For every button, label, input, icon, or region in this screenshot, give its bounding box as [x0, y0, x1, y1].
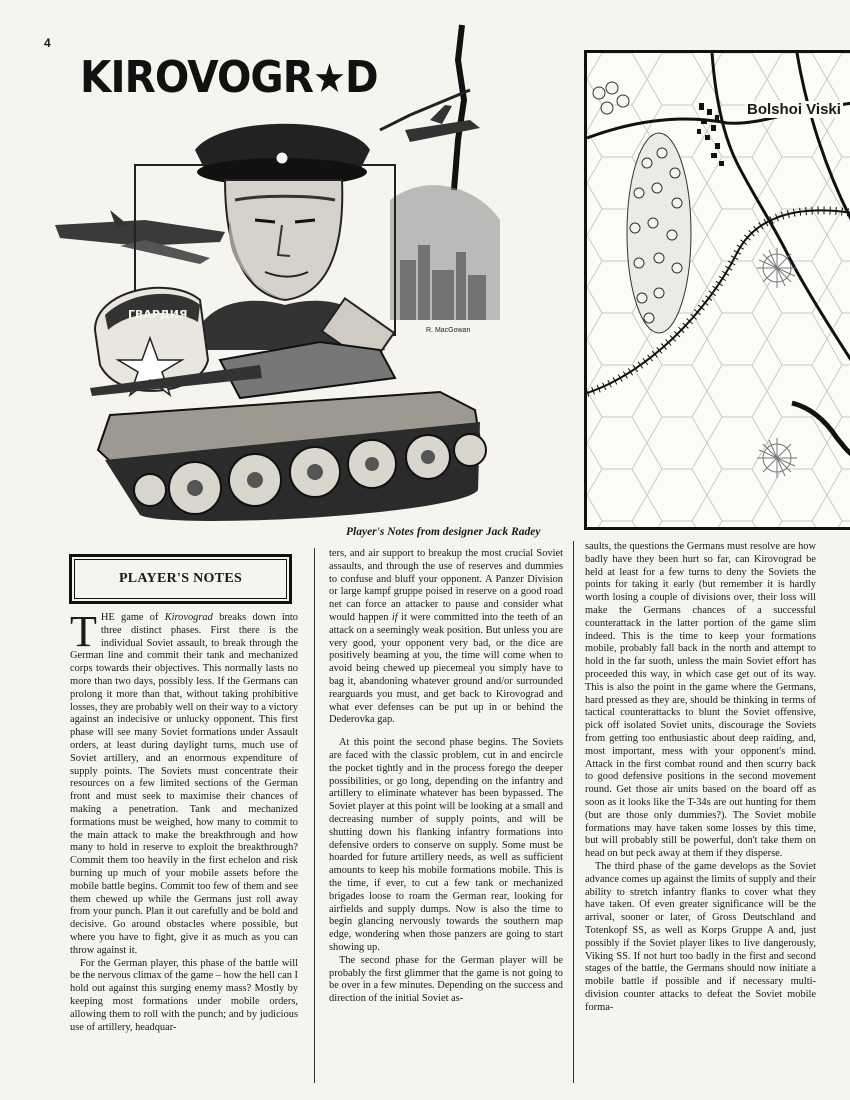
- drop-cap: T: [70, 607, 97, 656]
- section-heading: [69, 554, 292, 604]
- article-paragraph: For the German player, this phase of the battle will be the nervous climax of the game – how the hell can I hold out against this surging enemy mass? Mostly by keeping most formations under mobile orders, allowing them to roll with the punch; and by judicious use of artillery, headquar-: [70, 957, 298, 1033]
- article-paragraph: The third phase of the game develops as the Soviet advance comes up against the limits of supply and their ability to stretch infantry flanks to cover what they have taken. Of even greater significance will be the arrival, sooner or later, of Gross Deutschland and Totenkopf SS, as well as Korps Gruppe A and, just possibly if the Soviet player likes to live dangerously, Viking SS. If not hurt too badly in the first and second stages of the battle, the Germans should now initiate a mobile battle if possible and if necessary multi-division counter attacks to defeat the Soviet mobile forma-: [585, 860, 816, 1013]
- column-rule: [573, 541, 574, 1083]
- article-column-2: [329, 548, 563, 1006]
- paragraph-text: it were committed into the teeth of an attack on a seemingly weak position. But unless you are very good, your opponent very bad, or the dice are positively beaming at you, the time will come when to avoid being chewed up piecemeal you simply have to bag it, abandoning whatever ground and/or surrounded rearguards you must, and get back to Kirovograd and what ever defenses can be put up in or behind the Dederovka gap.: [329, 611, 563, 726]
- illustration: [50, 20, 570, 545]
- section-heading-text: PLAYER'S NOTES: [118, 571, 243, 586]
- paragraph-text: ters, and air support to breakup the most crucial Soviet assaults, and through the use of reserves and dummies to confuse and bluff your opponent. A Panzer Division or large kampf gruppe poised in reserve on a good road net can force an attacker to pause and consider what would happen: [329, 548, 563, 623]
- article-paragraph: At this point the second phase begins. The Soviets are faced with the classic problem, cut in and encircle the pocket tightly and in the process forego the deeper possibilities, or go long, depending on the infantry and artillery to eliminate whatever has been bypassed. The Soviet player at this point will be looking at a small and decreasing number of supply points, and will be shutting down his flanking infantry formations into defensive orders to conserve on supply. Some must be hoarded for future artillery needs, as well as sufficient amounts to keep his mobile formations mobile. This is the time, if ever, to cut a few tank or mechanized brigades loose to roam the German rear, looking for airfields and supply dumps. Now is also the time to begin glancing nervously towards the southern map edge, wondering when those panzers are going to start showing up.: [329, 737, 563, 953]
- illustration-caption: Player's Notes from designer Jack Radey: [346, 526, 541, 538]
- artist-credit: R. MacGowan: [426, 327, 471, 334]
- soviet-star-icon: ★: [312, 56, 346, 102]
- paragraph-text: breaks down into three distinct phases. First there is the individual Soviet assault, to break through the German line and commit their tank and mechanized corps towards their objectives. This normally lasts no more than two days, possibly less. If the Germans can prolong it more than that, without taking prohibitive losses, they are probably well on their way to a victory against an indecisive or unlucky opponent. This first phase will see many Soviet formations under Assault orders, at least during daylight turns, much use of Soviet artillery, and an enormous expenditure of supply points. The Soviets must concentrate their resources on a few limited sections of the German front and must seek to maximise their chances of making a penetration. Tank and mechanized formations must be weighed, how many to commit to the main attack to make the breakthrough and how many to hold in reserve to exploit the breakthrough? Commit them too heavily in the first echelon and risk burning up much of your mobile assets before the mobile battle begins. Commit too few of them and see them chewed up while the Germans just roll away from your punch. Plan it out carefully and be bold and decisive. Go around obstacles where possible, but where you have to fight, give it as much as you can throw against it.: [70, 612, 298, 956]
- map-town-label: Bolshoi Viski: [747, 101, 841, 118]
- article-paragraph: The second phase for the German player will be probably the first glimmer that the game is not going to be over in a few minutes. Depending on the success and direction of the initial Soviet as-: [329, 954, 563, 1005]
- page-number: 4: [44, 36, 51, 50]
- article-paragraph: saults, the questions the Germans must resolve are how badly have they been hurt so far, can Kirovograd be held at least for a few turns to deny the Soviets the points for taking it early (but remember it is hardly worth losing a couple of divisions over, their loss will make the Germans chances of a successful counterattack in the latter portion of the game slim indeed. This is the time to keep your formations mobile, probably fall back in the north and attempt to hold in the far suoth, unless the main Soviet effort has proceeded this way, in which case get out of its way. This is also the point in the game where the Germans, hard pressed as they are, should be thinking in terms of tactical counterattacks to blunt the Soviet offensive, pick off isolated Soviet units, discourage the Soviets from getting too enthusiastic about deep raiding, and, most important, mess with your opponent's mind. Attack in the first combat round and then scurry back to good defensive positions in the second movement round. Get those air units based on the board off as soon as it looks like the T-34s are out hunting for them (but are those only dummies?). The Soviet mobile formations may have taken some losses by this time, but will probably still be powerful, don't take them on head on but peck away at them if they disperse.: [585, 541, 816, 860]
- paragraph-text: HE game of: [100, 612, 165, 623]
- map-excerpt: [584, 50, 850, 530]
- title-left: KIROVOGR: [80, 52, 313, 103]
- aircraft-top-icon: [405, 105, 480, 142]
- title-right: D: [345, 52, 378, 103]
- article-column-1: [70, 607, 298, 1034]
- article-column-3: [585, 541, 816, 1014]
- article-paragraph: [329, 548, 563, 727]
- article-paragraph: [70, 607, 298, 958]
- badge-text: ГВАРДИЯ: [128, 308, 188, 321]
- aircraft-left-icon: [55, 210, 225, 264]
- hex-map: [587, 53, 850, 530]
- column-rule: [314, 548, 315, 1083]
- game-title-italic: Kirovograd: [164, 612, 213, 623]
- city-skyline-icon: [390, 185, 500, 320]
- emphasis-italic: if: [391, 611, 398, 623]
